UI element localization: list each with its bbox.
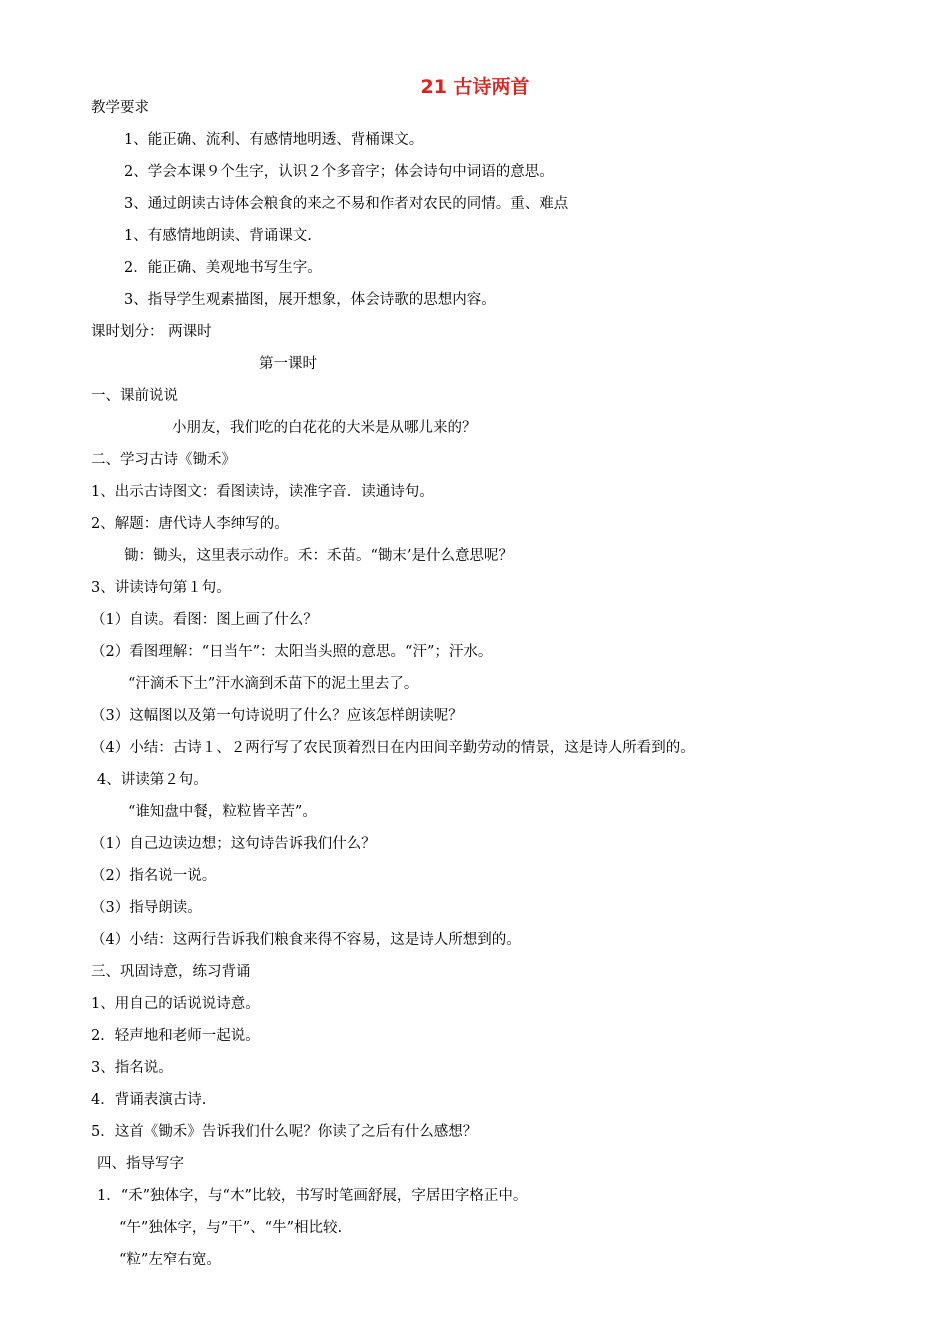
step-item: 1、出示古诗图文：看图读诗，读准字音．读通诗句。 xyxy=(91,484,434,500)
key-point-item: 3、指导学生观素描图，展开想象，体会诗歌的思想内容。 xyxy=(124,292,496,308)
requirement-item: 1、能正确、流利、有感情地明透、背桶课文。 xyxy=(124,132,424,148)
key-point-item: 1、有感情地朗读、背诵课文. xyxy=(124,228,312,244)
section-heading-one: 一、课前说说 xyxy=(91,388,178,404)
paragraph: “午”独体字，与”干”、“牛”相比较. xyxy=(119,1220,343,1236)
section-heading-two: 二、学习古诗《锄禾》 xyxy=(91,452,236,468)
step-item: 3、指名说。 xyxy=(91,1060,173,1076)
sub-step-item: （1）自读。看图：图上画了什么？ xyxy=(91,612,318,628)
step-item: 3、讲读诗句第１句。 xyxy=(91,580,231,596)
step-item: 1．“禾”独体字，与“木”比较，书写时笔画舒展，字居田字格正中。 xyxy=(97,1188,528,1204)
step-item: 4．背诵表演古诗. xyxy=(91,1092,207,1108)
step-item: 1、用自己的话说说诗意。 xyxy=(91,996,260,1012)
sub-step-item: （2）指名说一说。 xyxy=(91,868,217,884)
requirement-item: 3、通过朗读古诗体会粮食的来之不易和作者对农民的同情。重、难点 xyxy=(124,196,569,212)
step-item: 5．这首《锄禾》告诉我们什么呢？你读了之后有什么感想？ xyxy=(91,1124,478,1140)
key-point-item: 2．能正确、美观地书写生字。 xyxy=(124,260,322,276)
lesson-title: 21 古诗两首 xyxy=(420,76,530,98)
section-heading-three: 三、巩固诗意，练习背诵 xyxy=(91,964,251,980)
sub-step-item: （1）自己边读边想；这句诗告诉我们什么？ xyxy=(91,836,376,852)
section-heading-teaching-requirements: 教学要求 xyxy=(91,100,149,116)
step-item: 4、讲读第２句。 xyxy=(97,772,208,788)
first-lesson-heading: 第一课时 xyxy=(259,356,317,372)
step-item: 2．轻声地和老师一起说。 xyxy=(91,1028,260,1044)
sub-step-item: （3）这幅图以及第一句诗说明了什么？应该怎样朗读呢？ xyxy=(91,708,463,724)
paragraph: 小朋友，我们吃的白花花的大米是从哪儿来的？ xyxy=(172,420,477,436)
class-hours: 课时划分： 两课时 xyxy=(91,324,212,340)
poem-line: “谁知盘中餐，粒粒皆辛苦”。 xyxy=(128,804,317,820)
sub-step-item: （3）指导朗读。 xyxy=(91,900,202,916)
sub-step-item: （4）小结：古诗１、２两行写了农民顶着烈日在内田间辛勤劳动的情景，这是诗人所看到的。 xyxy=(91,740,695,756)
paragraph: “汗滴禾下土”汗水滴到禾苗下的泥土里去了。 xyxy=(128,676,419,692)
requirement-item: 2、学会本课９个生字，认识２个多音字；体会诗句中词语的意思。 xyxy=(124,164,554,180)
section-heading-four: 四、指导写字 xyxy=(97,1156,184,1172)
sub-step-item: （2）看图理解：“日当午”：太阳当头照的意思。“汗”；汗水。 xyxy=(91,644,493,660)
paragraph: 锄：锄头，这里表示动作。禾：禾苗。“锄末’是什么意思呢？ xyxy=(124,548,514,564)
paragraph: “粒”左窄右宽。 xyxy=(119,1252,221,1268)
step-item: 2、解题：唐代诗人李绅写的。 xyxy=(91,516,289,532)
sub-step-item: （4）小结：这两行告诉我们粮食来得不容易，这是诗人所想到的。 xyxy=(91,932,521,948)
